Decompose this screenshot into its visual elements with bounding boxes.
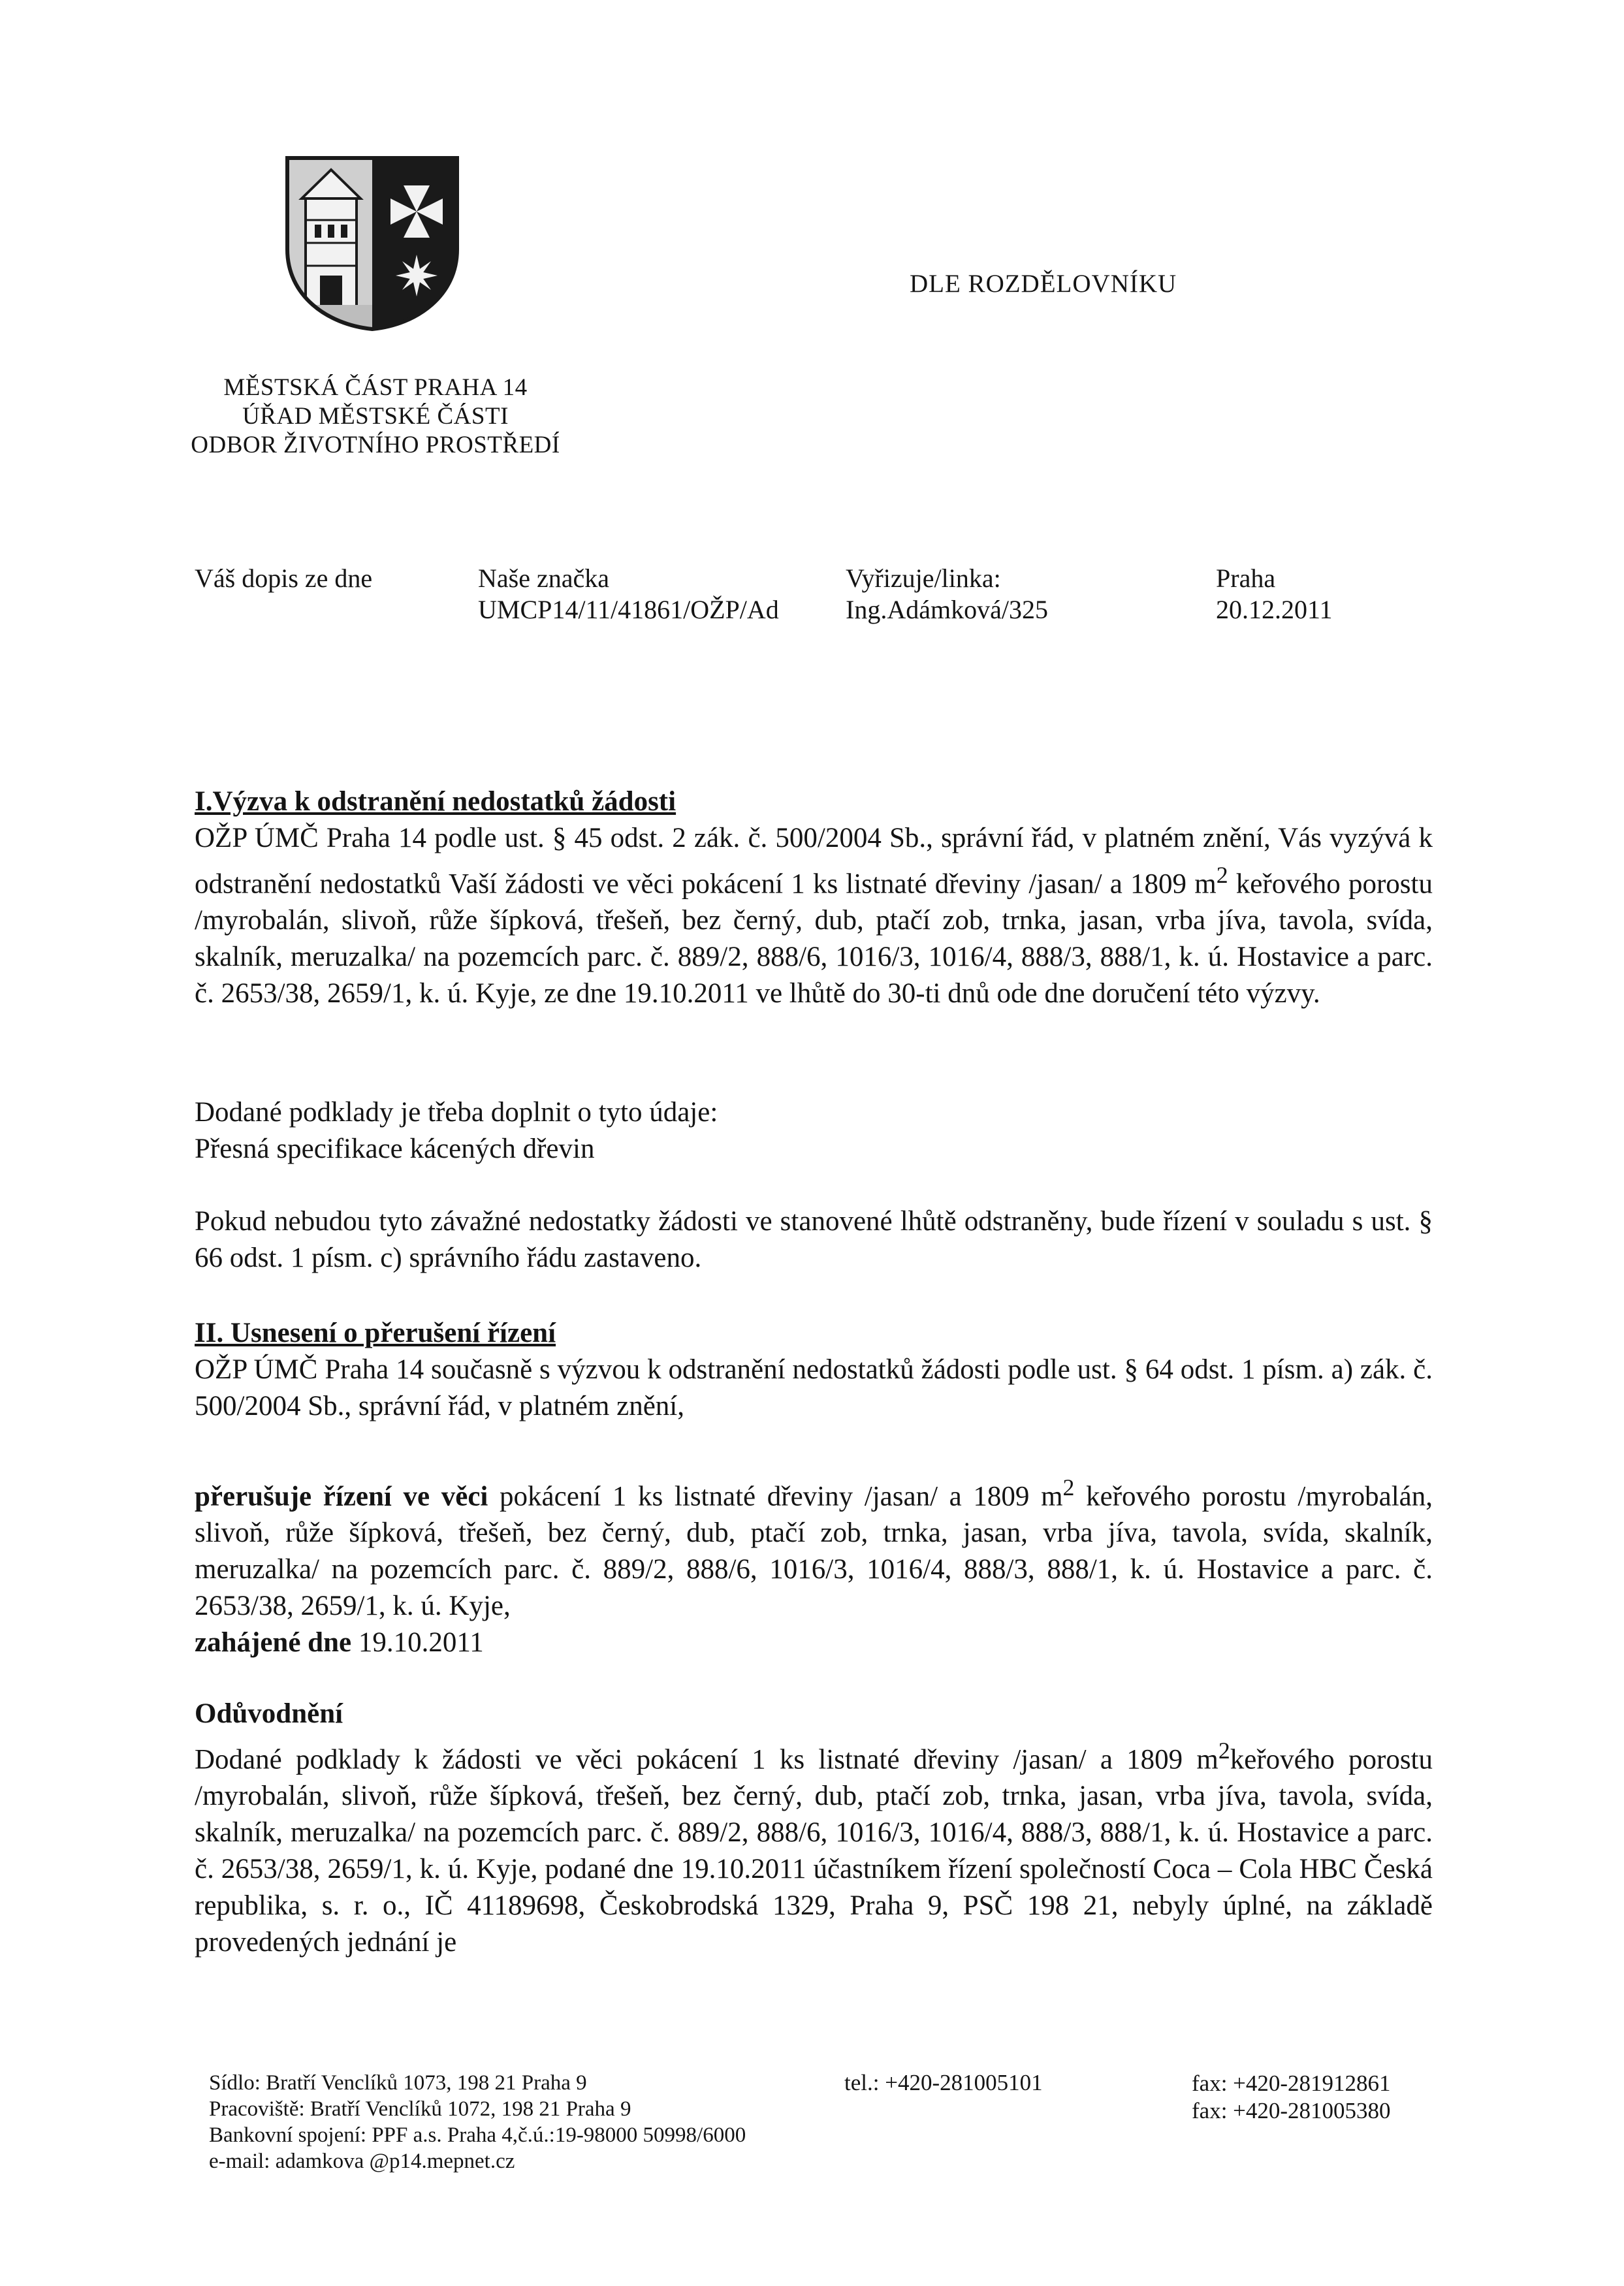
- handled-by-value: Ing.Adámková/325: [846, 595, 1048, 624]
- started-date: [195, 1625, 1433, 1661]
- footer-workplace: Pracoviště: Bratří Venclíků 1072, 198 21 Praha 9: [209, 2097, 631, 2121]
- section-2: [195, 1315, 1433, 1425]
- section-1-paragraph-3: Pokud nebudou tyto závažné nedostatky žádosti ve stanovené lhůtě odstraněny, bude řízení v souladu s ust. § 66 odst. 1 písm. c) správního řádu zastaveno.: [195, 1206, 1433, 1273]
- our-reference: [478, 563, 779, 626]
- footer-seat: Sídlo: Bratří Venclíků 1073, 198 21 Praha 9: [209, 2071, 587, 2095]
- footer-fax-1: fax: +420-281912861: [1192, 2071, 1391, 2096]
- text-span: keřového porostu /myrobalán, slivoň, růže šípková, třešeň, bez černý, dub, ptačí zob, trnka, jasan, vrba jíva, tavola, svída, skalník, meruzalka/ na pozemcích parc. č. 889/2, 888/6, 1016/3, 1016/4, 888/3, 888/1, k. ú. Hostavice a parc. č. 2653/38, 2659/1, k. ú. Kyje, podané dne 19.10.2011 účastníkem řízení společností Coca – Cola HBC Česká republika, s. r. o., IČ 41189698, Českobrodská 1329, Praha 9, PSČ 198 21, nebyly úplné, na základě provedených jednání je: [195, 1744, 1433, 1958]
- section-2-decision: [195, 1469, 1433, 1661]
- justification-heading: Odůvodnění: [195, 1698, 343, 1729]
- letter-date: 20.12.2011: [1216, 595, 1333, 624]
- started-value: 19.10.2011: [351, 1627, 484, 1659]
- our-reference-label: Naše značka: [478, 564, 609, 593]
- footer-fax: [1192, 2070, 1391, 2125]
- superscript: 2: [1062, 1474, 1075, 1500]
- section-1-heading: I.Výzva k odstranění nedostatků žádosti: [195, 786, 677, 817]
- our-reference-value: UMCP14/11/41861/OŽP/Ad: [478, 595, 779, 624]
- section-2-paragraph-2: [195, 1469, 1433, 1625]
- section-2-paragraph-1: OŽP ÚMČ Praha 14 současně s výzvou k odstranění nedostatků žádosti podle ust. § 64 odst. 1 písm. a) zák. č. 500/2004 Sb., správní řád, v platném znění,: [195, 1354, 1433, 1421]
- required-data-item: Přesná specifikace kácených dřevin: [195, 1134, 595, 1164]
- started-label: zahájené dne: [195, 1627, 352, 1659]
- text-span: keřového porostu /myrobalán, slivoň, růže šípková, třešeň, bez černý, dub, ptačí zob, trnka, jasan, vrba jíva, tavola, svída, skalník, meruzalka/ na pozemcích parc. č. 889/2, 888/6, 1016/3, 1016/4, 888/3, 888/1, k. ú. Hostavice a parc. č. 2653/38, 2659/1, k. ú. Kyje,: [195, 1481, 1433, 1622]
- your-letter-label: Váš dopis ze dne: [195, 564, 373, 593]
- footer-tel: tel.: +420-281005101: [844, 2070, 1043, 2095]
- office-line-2: ÚŘAD MĚSTSKÉ ČÁSTI: [242, 403, 509, 430]
- decision-bold: přerušuje řízení ve věci: [195, 1481, 488, 1512]
- justification: [195, 1696, 1433, 1961]
- superscript: 2: [1218, 1738, 1230, 1764]
- text-span: Dodané podklady k žádosti ve věci pokácení 1 ks listnaté dřeviny /jasan/ a 1809 m: [195, 1744, 1218, 1775]
- handled-by-label: Vyřizuje/linka:: [846, 564, 1001, 593]
- section-1-paragraph-1: [195, 820, 1433, 1012]
- footer-bank: Bankovní spojení: PPF a.s. Praha 4,č.ú.:19-98000 50998/6000: [209, 2123, 746, 2147]
- section-1-required-data: [195, 1094, 1433, 1167]
- office-line-1: MĚSTSKÁ ČÁST PRAHA 14: [223, 374, 528, 401]
- place-date: [1216, 563, 1333, 626]
- footer-address: [209, 2070, 746, 2174]
- text-span: pokácení 1 ks listnaté dřeviny /jasan/ a 1809 m: [488, 1481, 1063, 1512]
- section-2-heading: II. Usnesení o přerušení řízení: [195, 1318, 556, 1348]
- office-header: [170, 373, 581, 460]
- recipient: DLE ROZDĚLOVNÍKU: [910, 270, 1177, 298]
- required-data-intro: Dodané podklady je třeba doplnit o tyto údaje:: [195, 1097, 718, 1128]
- your-letter: [195, 563, 372, 594]
- footer-fax-2: fax: +420-281005380: [1192, 2098, 1391, 2123]
- coat-of-arms: [281, 151, 464, 334]
- office-line-3: ODBOR ŽIVOTNÍHO PROSTŘEDÍ: [191, 432, 560, 458]
- text-span: keřového porostu /myrobalán, slivoň, růže šípková, třešeň, bez černý, dub, ptačí zob, trnka, jasan, vrba jíva, tavola, svída, skalník, meruzalka/ na pozemcích parc. č. 889/2, 888/6, 1016/3, 1016/4, 888/3, 888/1, k. ú. Hostavice a parc. č. 2653/38, 2659/1, k. ú. Kyje, ze dne 19.10.2011 ve lhůtě do 30-ti dnů ode dne doručení této výzvy.: [195, 868, 1433, 1009]
- coat-of-arms-icon: [281, 151, 464, 334]
- footer-email: e-mail: adamkova @p14.mepnet.cz: [209, 2150, 515, 2173]
- section-1: [195, 784, 1433, 1012]
- place: Praha: [1216, 564, 1276, 593]
- justification-paragraph: [195, 1732, 1433, 1961]
- superscript: 2: [1216, 862, 1228, 888]
- text-span: OŽP ÚMČ Praha 14 podle ust. § 45 odst. 2 zák. č. 500/2004 Sb., správní řád, v platném znění, Vás vyzývá k odstranění nedostatků Vaší žádosti ve věci pokácení 1 ks listnaté dřeviny /jasan/ a 1809 m: [195, 823, 1433, 900]
- handled-by: [846, 563, 1048, 626]
